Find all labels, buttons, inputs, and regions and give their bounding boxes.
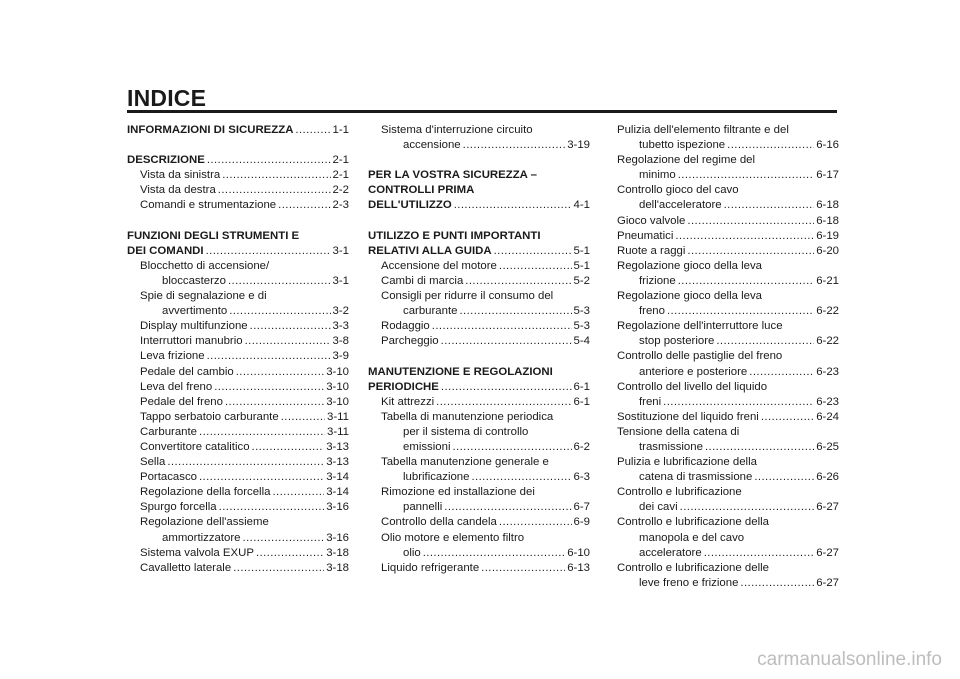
toc-entry-text: frizione — [639, 274, 676, 287]
toc-entry-text: ammortizzatore — [162, 531, 241, 544]
dot-leader — [214, 380, 324, 395]
section-spacer — [127, 138, 349, 153]
toc-entry[interactable] — [617, 380, 839, 410]
toc-entry-text: bloccasterzo — [162, 274, 226, 287]
page-number: 6-9 — [573, 516, 590, 529]
toc-entry[interactable] — [127, 349, 349, 364]
toc-entry[interactable] — [127, 485, 349, 500]
page-number: 3-11 — [327, 425, 349, 438]
dot-leader — [761, 410, 814, 425]
page-number: 3-13 — [326, 456, 349, 469]
toc-entry-text: PERIODICHE — [368, 380, 439, 393]
page-number: 3-8 — [332, 335, 349, 348]
page-number: 3-11 — [327, 410, 349, 423]
page-number: 3-1 — [332, 274, 349, 287]
dot-leader — [678, 274, 814, 289]
toc-entry[interactable] — [127, 334, 349, 349]
toc-entry-text: carburante — [403, 305, 458, 318]
page-number: 5-1 — [573, 259, 590, 272]
toc-entry[interactable] — [368, 289, 590, 319]
page-title: INDICE — [127, 85, 207, 111]
dot-leader — [281, 410, 325, 425]
dot-leader — [229, 304, 330, 319]
section-spacer — [368, 349, 590, 364]
page-number: 3-18 — [326, 561, 349, 574]
dot-leader — [499, 515, 572, 530]
toc-column-2 — [368, 123, 590, 576]
toc-entry-text: Tabella manutenzione generale e — [381, 456, 549, 469]
toc-entry-text: olio — [403, 546, 421, 559]
toc-entry-text: Controllo gioco del cavo — [617, 184, 739, 197]
dot-leader — [243, 531, 325, 546]
toc-entry-text: Pedale del freno — [140, 395, 223, 408]
dot-leader — [704, 546, 815, 561]
toc-entry[interactable] — [127, 289, 349, 319]
toc-entry-text: Ruote a raggi — [617, 244, 686, 257]
dot-leader — [754, 470, 814, 485]
toc-entry-text: Tensione della catena di — [617, 425, 740, 438]
toc-entry-text: INFORMAZIONI DI SICUREZZA — [127, 124, 294, 136]
page-number: 2-1 — [332, 154, 349, 167]
watermark: carmanualsonline.info — [757, 649, 942, 670]
toc-entry-text: FUNZIONI DEGLI STRUMENTI E — [127, 229, 300, 242]
toc-entry-text: Display multifunzione — [140, 320, 248, 333]
toc-entry-text: Spurgo forcella — [140, 501, 217, 514]
toc-entry[interactable] — [127, 168, 349, 183]
dot-leader — [465, 274, 571, 289]
page-number: 2-3 — [332, 199, 349, 212]
toc-entry-text: Sella — [140, 456, 166, 469]
dot-leader — [256, 546, 324, 561]
toc-entry-text: Olio motore e elemento filtro — [381, 531, 525, 544]
page-number: 5-2 — [573, 274, 590, 287]
toc-entry[interactable] — [617, 425, 839, 455]
toc-column-1 — [127, 123, 349, 576]
toc-entry-text: Regolazione gioco della leva — [617, 290, 763, 303]
toc-entry-text: freno — [639, 305, 665, 318]
toc-entry[interactable] — [127, 561, 349, 576]
dot-leader — [199, 425, 325, 440]
toc-entry[interactable] — [617, 153, 839, 183]
toc-entry[interactable] — [127, 470, 349, 485]
toc-entry[interactable] — [127, 259, 349, 289]
dot-leader — [494, 244, 572, 259]
toc-entry[interactable] — [127, 183, 349, 198]
toc-entry[interactable] — [368, 319, 590, 334]
toc-entry[interactable] — [368, 123, 590, 153]
page-number: 6-21 — [816, 274, 839, 287]
page-number: 6-23 — [816, 365, 839, 378]
page-number: 2-2 — [332, 184, 349, 197]
toc-section-heading[interactable] — [368, 229, 590, 259]
dot-leader — [167, 455, 324, 470]
toc-entry-text: Blocchetto di accensione/ — [140, 259, 270, 272]
toc-entry-text: Rodaggio — [381, 320, 430, 333]
page-number: 2-1 — [332, 169, 349, 182]
toc-entry-text: manopola e del cavo — [639, 531, 745, 544]
page-number: 6-1 — [573, 380, 590, 393]
toc-entry-text: catena di trasmissione — [639, 471, 753, 484]
page-number: 6-19 — [816, 229, 839, 242]
toc-entry[interactable] — [617, 349, 839, 379]
page-number: 6-23 — [816, 395, 839, 408]
page-number: 5-1 — [573, 244, 590, 257]
toc-entry[interactable] — [127, 546, 349, 561]
toc-entry-text: RELATIVI ALLA GUIDA — [368, 244, 492, 257]
toc-entry-text: Comandi e strumentazione — [140, 199, 277, 212]
toc-entry[interactable] — [127, 500, 349, 515]
title-rule — [127, 110, 837, 113]
page-number: 6-13 — [567, 561, 590, 574]
toc-entry-text: dei cavi — [639, 501, 678, 514]
toc-entry[interactable] — [617, 319, 839, 349]
toc-entry-text: acceleratore — [639, 546, 702, 559]
toc-section-heading[interactable] — [127, 123, 349, 138]
dot-leader — [441, 334, 572, 349]
page-number: 5-3 — [573, 305, 590, 318]
toc-entry-text: Controllo e lubrificazione delle — [617, 561, 769, 574]
dot-leader — [199, 470, 324, 485]
dot-leader — [225, 395, 324, 410]
toc-entry-text: Convertitore catalitico — [140, 440, 250, 453]
toc-entry-text: Controllo del livello del liquido — [617, 380, 768, 393]
toc-entry-text: Leva del freno — [140, 380, 213, 393]
toc-entry[interactable] — [368, 274, 590, 289]
toc-entry-text: Regolazione gioco della leva — [617, 259, 763, 272]
toc-entry[interactable] — [127, 440, 349, 455]
toc-entry-text: Regolazione dell'interruttore luce — [617, 320, 783, 333]
toc-entry-text: Controllo e lubrificazione — [617, 486, 742, 499]
dot-leader — [236, 365, 324, 380]
toc-entry[interactable] — [368, 485, 590, 515]
page-number: 3-10 — [326, 365, 349, 378]
dot-leader — [423, 546, 565, 561]
dot-leader — [441, 380, 572, 395]
page-number: 5-3 — [573, 320, 590, 333]
page-number: 3-1 — [332, 244, 349, 257]
page-number: 6-2 — [573, 440, 590, 453]
dot-leader — [452, 440, 571, 455]
toc-entry-text: DEI COMANDI — [127, 244, 204, 257]
toc-entry[interactable] — [368, 334, 590, 349]
toc-entry[interactable] — [127, 198, 349, 213]
page-number: 6-24 — [816, 410, 839, 423]
toc-entry-text: Portacasco — [140, 471, 197, 484]
dot-leader — [740, 576, 814, 591]
dot-leader — [499, 259, 572, 274]
toc-entry-text: Carburante — [140, 425, 197, 438]
page-number: 3-14 — [326, 471, 349, 484]
toc-entry-text: dell'acceleratore — [639, 199, 722, 212]
toc-entry-text: MANUTENZIONE E REGOLAZIONI — [368, 365, 553, 378]
toc-entry[interactable] — [368, 515, 590, 530]
dot-leader — [207, 349, 331, 364]
page-number: 3-18 — [326, 546, 349, 559]
toc-entry-text: Pulizia dell'elemento filtrante e del — [617, 124, 789, 136]
page-number: 3-14 — [326, 486, 349, 499]
toc-entry[interactable] — [617, 515, 839, 560]
toc-entry[interactable] — [127, 410, 349, 425]
page-number: 6-27 — [816, 546, 839, 559]
toc-entry-text: Interruttori manubrio — [140, 335, 243, 348]
dot-leader — [675, 229, 814, 244]
toc-entry-text: Pulizia e lubrificazione della — [617, 456, 757, 469]
toc-entry-text: Regolazione della forcella — [140, 486, 271, 499]
dot-leader — [207, 153, 331, 168]
page-number: 3-10 — [326, 395, 349, 408]
dot-leader — [705, 440, 814, 455]
toc-entry-text: Leva frizione — [140, 350, 205, 363]
page-number: 3-2 — [332, 305, 349, 318]
page-number: 4-1 — [573, 199, 590, 212]
toc-entry[interactable] — [127, 380, 349, 395]
dot-leader — [218, 183, 331, 198]
dot-leader — [667, 304, 814, 319]
dot-leader — [481, 561, 565, 576]
toc-entry-text: CONTROLLI PRIMA — [368, 184, 475, 197]
toc-entry[interactable] — [127, 319, 349, 334]
page-number: 3-10 — [326, 380, 349, 393]
toc-entry-text: Cambi di marcia — [381, 274, 464, 287]
toc-entry[interactable] — [617, 123, 839, 153]
dot-leader — [245, 334, 331, 349]
page-number: 6-20 — [816, 244, 839, 257]
toc-entry[interactable] — [617, 561, 839, 591]
page-number: 6-25 — [816, 440, 839, 453]
section-spacer — [368, 214, 590, 229]
dot-leader — [278, 198, 330, 213]
toc-entry[interactable] — [368, 410, 590, 455]
toc-entry[interactable] — [368, 259, 590, 274]
page-number: 6-18 — [816, 199, 839, 212]
toc-entry[interactable] — [368, 561, 590, 576]
dot-leader — [436, 395, 571, 410]
toc-entry-text: tubetto ispezione — [639, 139, 726, 152]
dot-leader — [471, 470, 571, 485]
toc-entry-text: Controllo della candela — [381, 516, 497, 529]
page-number: 5-4 — [573, 335, 590, 348]
toc-entry[interactable] — [617, 244, 839, 259]
toc-entry-text: per il sistema di controllo — [403, 425, 529, 438]
dot-leader — [459, 304, 571, 319]
page-number: 6-22 — [816, 305, 839, 318]
toc-entry-text: anteriore e posteriore — [639, 365, 748, 378]
toc-entry[interactable] — [127, 395, 349, 410]
dot-leader — [463, 138, 566, 153]
dot-leader — [663, 395, 814, 410]
toc-entry-text: Pedale del cambio — [140, 365, 234, 378]
toc-entry-text: stop posteriore — [639, 335, 715, 348]
dot-leader — [680, 500, 815, 515]
page-number: 3-13 — [326, 440, 349, 453]
page-number: 6-17 — [816, 169, 839, 182]
toc-entry[interactable] — [368, 531, 590, 561]
dot-leader — [233, 561, 324, 576]
toc-entry[interactable] — [617, 485, 839, 515]
toc-entry-text: Consigli per ridurre il consumo del — [381, 290, 554, 303]
toc-entry-text: UTILIZZO E PUNTI IMPORTANTI — [368, 229, 541, 242]
toc-entry-text: DESCRIZIONE — [127, 154, 205, 167]
toc-entry-text: Rimozione ed installazione dei — [381, 486, 535, 499]
section-spacer — [127, 214, 349, 229]
dot-leader — [444, 500, 571, 515]
page-number: 6-26 — [816, 471, 839, 484]
page-number: 6-10 — [567, 546, 590, 559]
dot-leader — [687, 244, 814, 259]
toc-entry-text: Sostituzione del liquido freni — [617, 410, 759, 423]
toc-entry-text: minimo — [639, 169, 676, 182]
section-spacer — [368, 153, 590, 168]
dot-leader — [219, 500, 325, 515]
toc-entry-text: Vista da sinistra — [140, 169, 221, 182]
page-number: 6-18 — [816, 214, 839, 227]
page-number: 6-1 — [573, 395, 590, 408]
dot-leader — [724, 198, 815, 213]
dot-leader — [716, 334, 814, 349]
dot-leader — [454, 198, 572, 213]
toc-section-heading[interactable] — [368, 365, 590, 395]
dot-leader — [252, 440, 325, 455]
dot-leader — [432, 319, 572, 334]
toc-entry-text: leve freno e frizione — [639, 576, 739, 589]
toc-entry-text: Regolazione dell'assieme — [140, 516, 269, 529]
toc-entry[interactable] — [617, 410, 839, 425]
toc-column-3 — [617, 123, 839, 591]
toc-entry-text: avvertimento — [162, 305, 228, 318]
page-number: 6-3 — [573, 471, 590, 484]
toc-entry-text: Vista da destra — [140, 184, 216, 197]
toc-section-heading[interactable] — [368, 168, 590, 213]
dot-leader — [727, 138, 814, 153]
page-number: 6-27 — [816, 576, 839, 589]
dot-leader — [228, 274, 331, 289]
dot-leader — [678, 168, 814, 183]
page-number: 6-16 — [816, 139, 839, 152]
toc-entry-text: Kit attrezzi — [381, 395, 435, 408]
page-number: 3-3 — [332, 320, 349, 333]
toc-entry[interactable] — [617, 289, 839, 319]
toc-entry-text: Parcheggio — [381, 335, 439, 348]
dot-leader — [295, 123, 330, 138]
dot-leader — [272, 485, 324, 500]
toc-entry-text: Liquido refrigerante — [381, 561, 480, 574]
page-number: 6-27 — [816, 501, 839, 514]
dot-leader — [250, 319, 331, 334]
toc-entry-text: Controllo e lubrificazione della — [617, 516, 769, 529]
toc-entry-text: Pneumatici — [617, 229, 674, 242]
toc-entry-text: DELL'UTILIZZO — [368, 199, 452, 212]
toc-entry-text: PER LA VOSTRA SICUREZZA – — [368, 169, 537, 182]
page-number: 6-22 — [816, 335, 839, 348]
toc-entry[interactable] — [368, 455, 590, 485]
toc-entry-text: Gioco valvole — [617, 214, 686, 227]
toc-entry[interactable] — [617, 214, 839, 229]
toc-entry-text: Controllo delle pastiglie del freno — [617, 350, 783, 363]
toc-section-heading[interactable] — [127, 229, 349, 259]
page-number: 3-9 — [332, 350, 349, 363]
toc-entry[interactable] — [617, 259, 839, 289]
page-number: 3-16 — [326, 501, 349, 514]
toc-entry-text: freni — [639, 395, 662, 408]
toc-entry[interactable] — [368, 395, 590, 410]
toc-entry-text: accensione — [403, 139, 461, 152]
toc-entry-text: Spie di segnalazione e di — [140, 290, 267, 303]
dot-leader — [749, 365, 814, 380]
toc-entry-text: pannelli — [403, 501, 443, 514]
toc-entry[interactable] — [127, 365, 349, 380]
toc-entry[interactable] — [127, 455, 349, 470]
toc-entry[interactable] — [127, 425, 349, 440]
toc-entry[interactable] — [617, 455, 839, 485]
dot-leader — [687, 214, 814, 229]
toc-entry[interactable] — [617, 229, 839, 244]
toc-entry-text: Regolazione del regime del — [617, 154, 756, 167]
toc-entry-text: Cavalletto laterale — [140, 561, 232, 574]
toc-entry-text: Sistema valvola EXUP — [140, 546, 254, 559]
toc-entry-text: lubrificazione — [403, 471, 470, 484]
dot-leader — [206, 244, 331, 259]
page-number: 3-19 — [567, 139, 590, 152]
toc-entry-text: trasmissione — [639, 440, 703, 453]
page-number: 3-16 — [326, 531, 349, 544]
toc-entry-text: Tabella di manutenzione periodica — [381, 410, 554, 423]
toc-entry-text: Sistema d'interruzione circuito — [381, 124, 533, 136]
dot-leader — [222, 168, 330, 183]
page-number: 6-7 — [573, 501, 590, 514]
toc-section-heading[interactable] — [127, 153, 349, 168]
toc-entry[interactable] — [617, 183, 839, 213]
toc-entry-text: Accensione del motore — [381, 259, 497, 272]
page-number: 1-1 — [332, 124, 349, 136]
toc-entry-text: Tappo serbatoio carburante — [140, 410, 279, 423]
toc-entry[interactable] — [127, 515, 349, 545]
toc-entry-text: emissioni — [403, 440, 451, 453]
